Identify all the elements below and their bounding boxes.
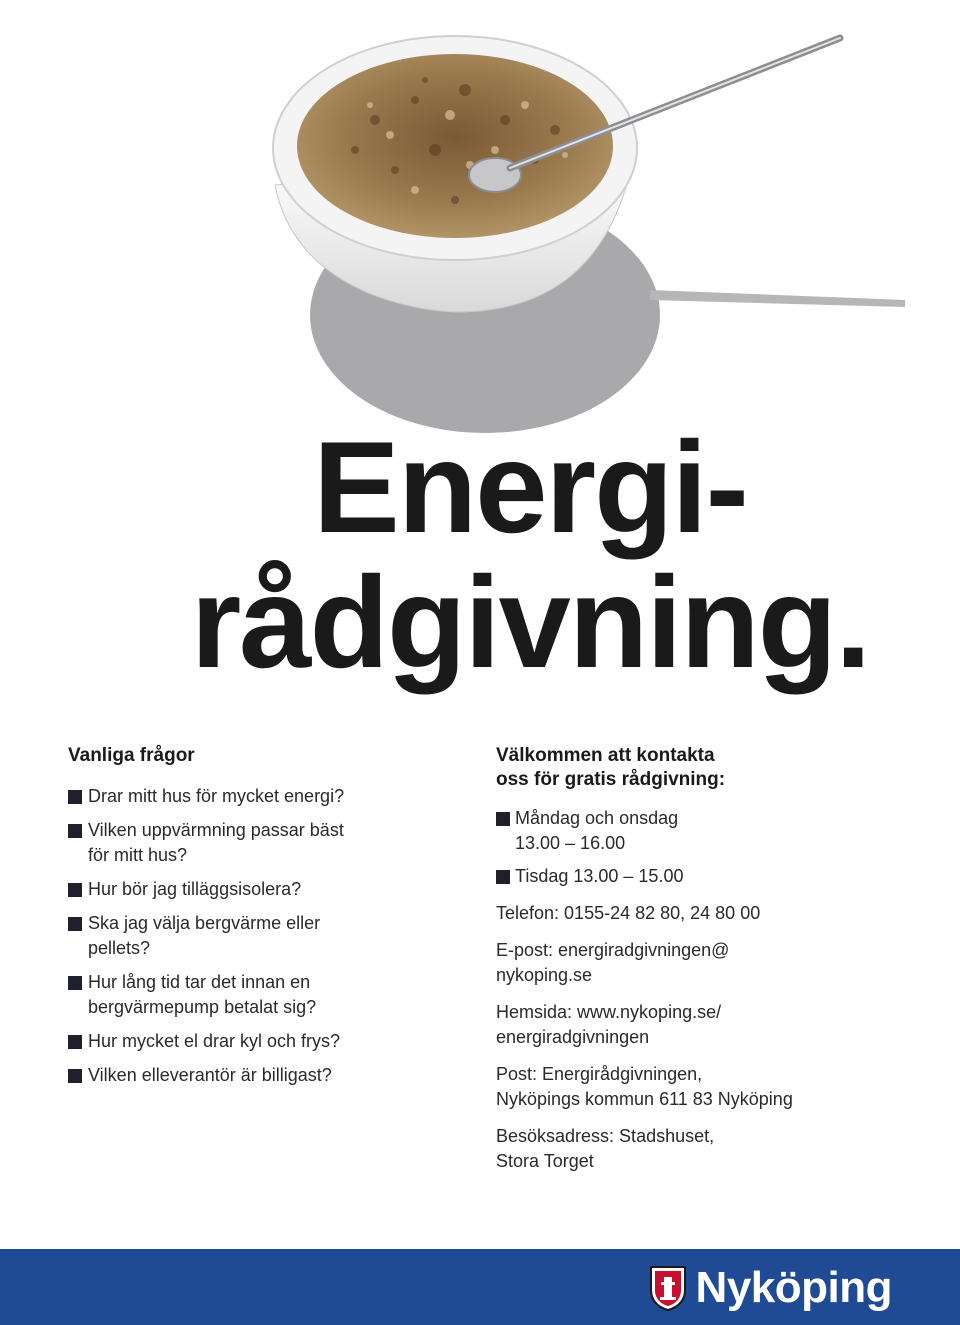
contact-heading	[496, 744, 926, 792]
brand-name: Nyköping	[695, 1263, 892, 1312]
website-line: Hemsida: www.nykoping.se/	[496, 1002, 722, 1022]
website-line: energiradgivningen	[496, 1027, 650, 1047]
square-bullet-icon	[68, 917, 82, 931]
faq-item	[68, 970, 448, 1020]
headline-line-2: rådgivning.	[190, 549, 870, 695]
headline-line-1: Energi-	[313, 414, 747, 560]
contact-heading-line: oss för gratis rådgivning:	[496, 769, 726, 790]
square-bullet-icon	[68, 1069, 82, 1083]
opening-hours-item	[496, 864, 926, 889]
square-bullet-icon	[68, 824, 82, 838]
square-bullet-icon	[68, 976, 82, 990]
footer-bar	[0, 1249, 960, 1325]
faq-item	[68, 818, 448, 868]
opening-hours-item	[496, 806, 926, 856]
faq-item	[68, 877, 448, 902]
opening-day: Tisdag 13.00 – 15.00	[515, 866, 684, 886]
faq-line: Ska jag välja bergvärme eller	[88, 913, 321, 933]
coat-of-arms-icon	[648, 1264, 688, 1312]
square-bullet-icon	[496, 812, 510, 826]
postal-line: Post: Energirådgivningen,	[496, 1064, 703, 1084]
faq-item	[68, 911, 448, 961]
faq-item	[68, 1029, 448, 1054]
headline	[130, 414, 930, 695]
cereal-bowl-image	[255, 0, 905, 445]
faq-line: Hur mycket el drar kyl och frys?	[88, 1031, 341, 1051]
website	[496, 1000, 926, 1050]
faq-line: bergvärmepump betalat sig?	[88, 997, 317, 1017]
opening-day: Måndag och onsdag	[515, 808, 679, 828]
postal-address	[496, 1062, 926, 1112]
visiting-line: Besöksadress: Stadshuset,	[496, 1126, 715, 1146]
phone-text: Telefon: 0155-24 82 80, 24 80 00	[496, 903, 761, 923]
faq-line: Vilken uppvärmning passar bäst	[88, 820, 344, 840]
postal-line: Nyköpings kommun 611 83 Nyköping	[496, 1089, 793, 1109]
faq-line: pellets?	[88, 938, 151, 958]
email	[496, 938, 926, 988]
square-bullet-icon	[68, 883, 82, 897]
contact-heading-line: Välkommen att kontakta	[496, 745, 715, 766]
faq-item	[68, 784, 448, 809]
faq-item	[68, 1063, 448, 1088]
opening-time: 13.00 – 16.00	[515, 833, 626, 853]
email-line: E-post: energiradgivningen@	[496, 940, 730, 960]
faq-section	[68, 744, 448, 1097]
square-bullet-icon	[68, 790, 82, 804]
faq-line: Hur lång tid tar det innan en	[88, 972, 311, 992]
phone	[496, 901, 926, 926]
faq-heading: Vanliga frågor	[68, 745, 195, 766]
square-bullet-icon	[68, 1035, 82, 1049]
faq-line: Hur bör jag tilläggsisolera?	[88, 879, 302, 899]
email-line: nykoping.se	[496, 965, 593, 985]
faq-line: för mitt hus?	[88, 845, 188, 865]
contact-section	[496, 744, 926, 1174]
visiting-line: Stora Torget	[496, 1151, 594, 1171]
square-bullet-icon	[496, 870, 510, 884]
visiting-address	[496, 1124, 926, 1174]
faq-line: Vilken elleverantör är billigast?	[88, 1065, 332, 1085]
faq-line: Drar mitt hus för mycket energi?	[88, 786, 345, 806]
brand	[648, 1261, 892, 1315]
